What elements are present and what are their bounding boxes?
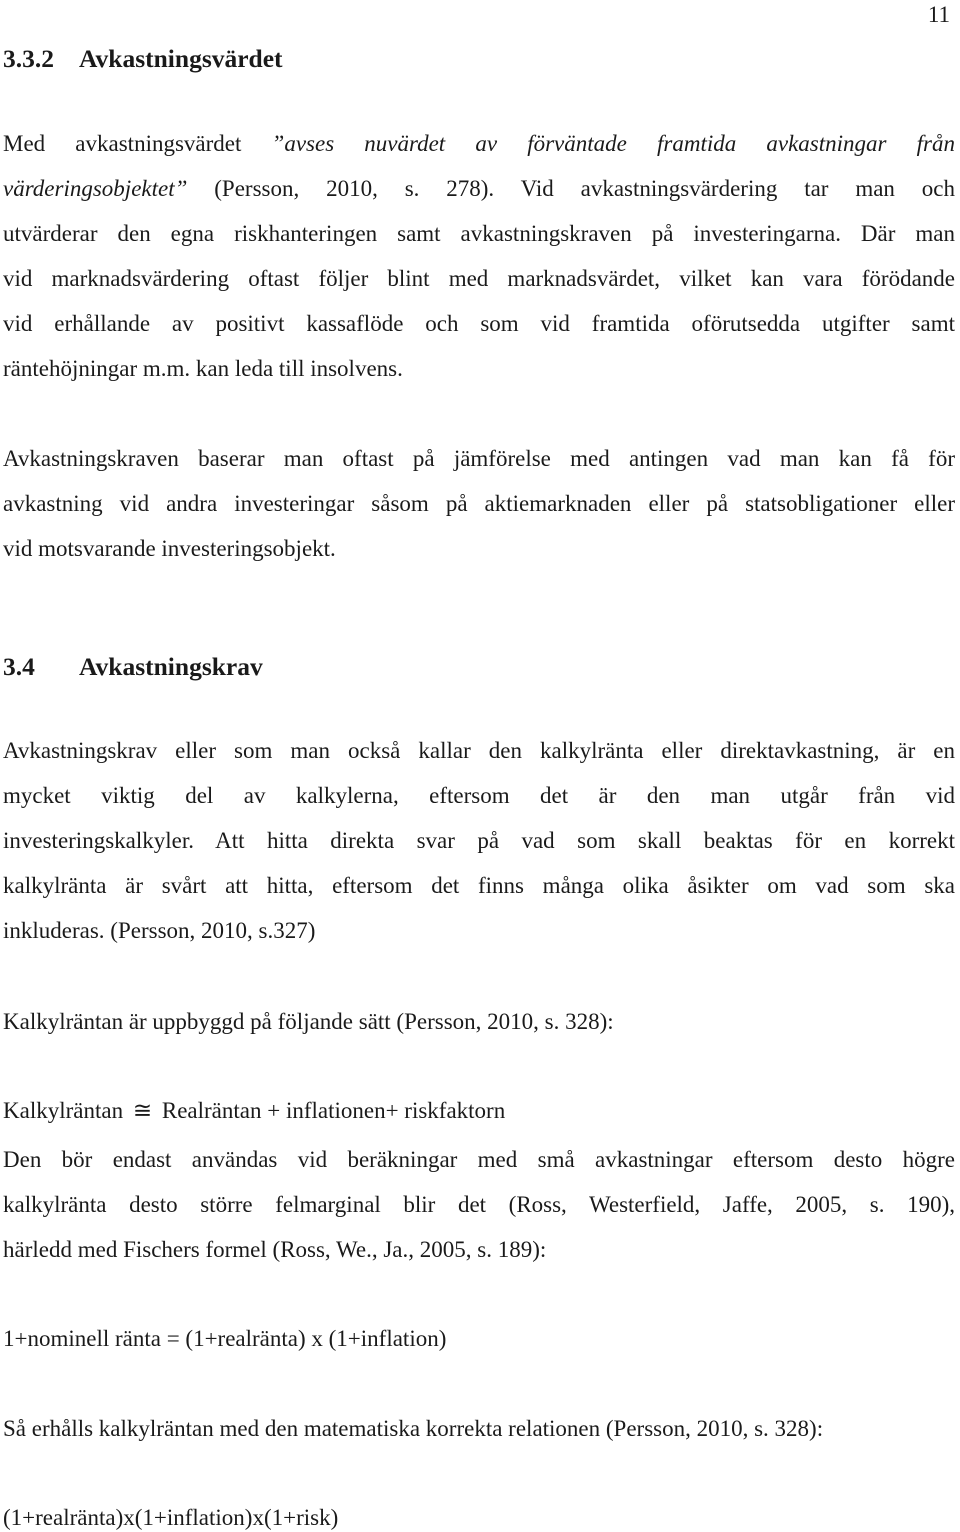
section-heading-3-3-2	[3, 44, 283, 74]
text-line: kalkylränta är svårt att hitta, eftersom det finns många olika åsikter om vad som ska	[3, 873, 955, 898]
text-line: Den bör endast användas vid beräkningar med små avkastningar eftersom desto högre	[3, 1147, 955, 1172]
text-line: Avkastningskraven baserar man oftast på jämförelse med antingen vad man kan få för	[3, 446, 955, 471]
formula-kalkylranta-product: (1+realränta)x(1+inflation)x(1+risk)	[3, 1505, 339, 1530]
text-line: räntehöjningar m.m. kan leda till insolvens.	[3, 356, 403, 381]
text-line: vid marknadsvärdering oftast följer blint med marknadsvärdet, vilket kan vara förödande	[3, 266, 955, 291]
text-line: härledd med Fischers formel (Ross, We., Ja., 2005, s. 189):	[3, 1237, 547, 1262]
formula-lhs: Kalkylräntan	[3, 1098, 124, 1123]
section-heading-3-4	[3, 652, 263, 682]
formula-kalkylrantan	[3, 1097, 955, 1125]
page-number: 11	[927, 2, 950, 27]
section-title: Avkastningsvärdet	[79, 44, 283, 73]
paragraph-kalkylrantan-uppbyggd: Kalkylräntan är uppbyggd på följande sätt (Persson, 2010, s. 328):	[3, 1009, 614, 1034]
text-line: investeringskalkyler. Att hitta direkta svar på vad som skall beaktas för en korrekt	[3, 828, 955, 853]
text-line: inkluderas. (Persson, 2010, s.327)	[3, 918, 316, 943]
text-line: Avkastningskrav eller som man också kallar den kalkylränta eller direktavkastning, är en	[3, 738, 955, 763]
paragraph-matematiska-relationen: Så erhålls kalkylräntan med den matematiska korrekta relationen (Persson, 2010, s. 328):	[3, 1416, 824, 1441]
text-line	[3, 166, 955, 211]
approx-equal-symbol: ≅	[132, 1098, 153, 1123]
formula-fischer: 1+nominell ränta = (1+realränta) x (1+inflation)	[3, 1326, 447, 1351]
text-run: (Persson, 2010, s. 278). Vid avkastningsvärdering tar man och	[187, 176, 955, 201]
quoted-definition: ”avses nuvärdet av förväntade framtida avkastningar från	[271, 131, 955, 156]
paragraph-avkastningskrav	[3, 728, 955, 953]
text-line	[3, 121, 955, 166]
quoted-definition: värderingsobjektet”	[3, 176, 188, 201]
section-number: 3.4	[3, 652, 35, 681]
text-line: vid motsvarande investeringsobjekt.	[3, 536, 336, 561]
paragraph-avkastningsvardet	[3, 121, 955, 391]
text-line: vid erhållande av positivt kassaflöde och som vid framtida oförutsedda utgifter samt	[3, 311, 955, 336]
paragraph-fischers-formel	[3, 1137, 955, 1272]
text-line: mycket viktig del av kalkylerna, eftersom det är den man utgår från vid	[3, 783, 955, 808]
text-line: kalkylränta desto större felmarginal blir det (Ross, Westerfield, Jaffe, 2005, s. 190),	[3, 1192, 955, 1217]
text-line: utvärderar den egna riskhanteringen samt avkastningskraven på investeringarna. Där man	[3, 221, 955, 246]
section-number: 3.3.2	[3, 44, 54, 73]
section-title: Avkastningskrav	[79, 652, 263, 681]
text-run: Med avkastningsvärdet	[3, 131, 272, 156]
formula-rhs: Realräntan + inflationen+ riskfaktorn	[161, 1098, 506, 1123]
paragraph-avkastningskraven	[3, 436, 955, 571]
text-line: avkastning vid andra investeringar såsom på aktiemarknaden eller på statsobligationer eller	[3, 491, 955, 516]
